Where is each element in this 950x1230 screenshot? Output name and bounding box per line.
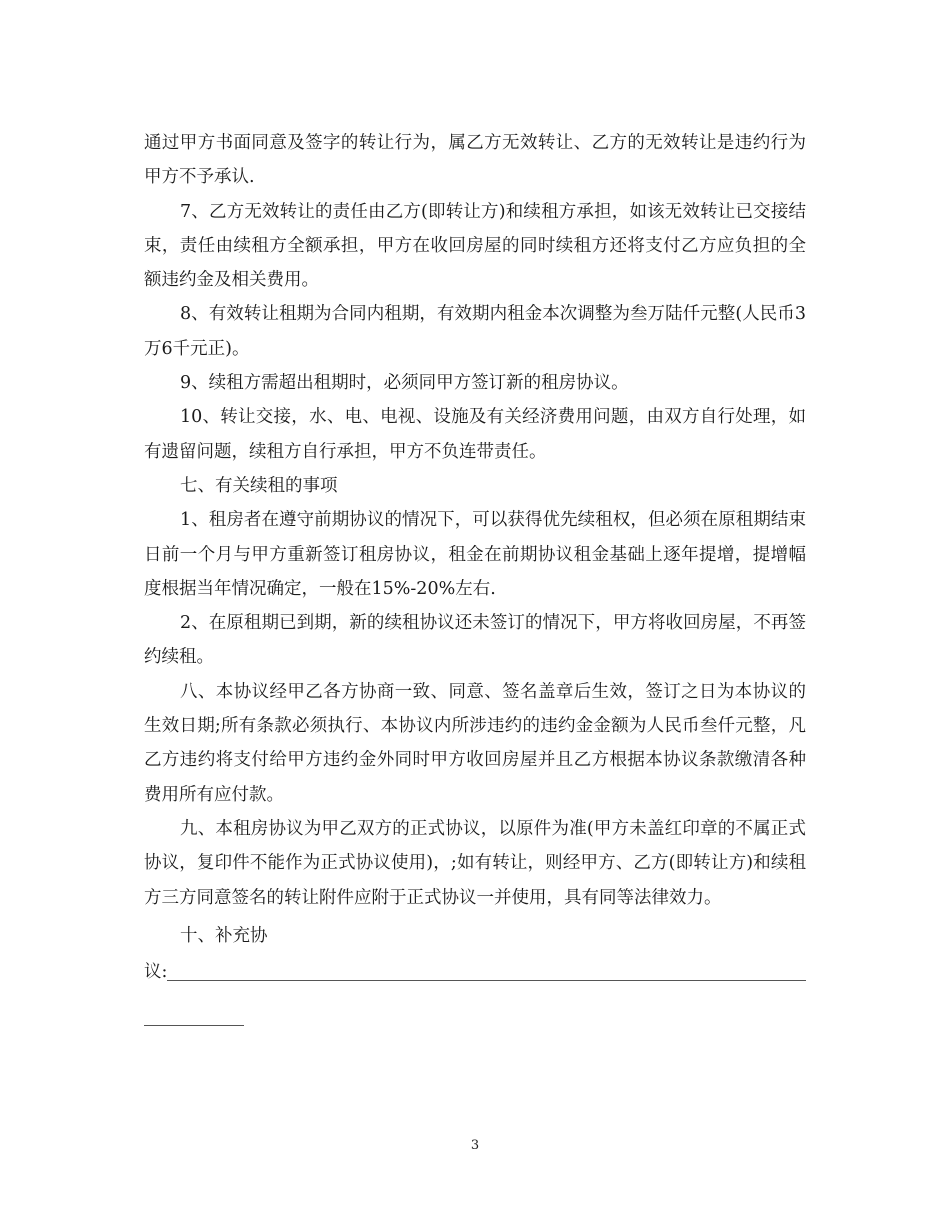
clause-10: 10、转让交接，水、电、电视、设施及有关经济费用问题，由双方自行处理，如有遗留问题，续租方自行承担，甲方不负连带责任。 xyxy=(144,407,806,462)
clause-7: 7、乙方无效转让的责任由乙方(即转让方)和续租方承担，如该无效转让已交接结束，责任由续租方全额承担，甲方在收回房屋的同时续租方还将支付乙方应负担的全额违约金及相关费用。 xyxy=(144,201,806,291)
section-7-clause-1: 1、租房者在遵守前期协议的情况下，可以获得优先续租权，但必须在原租期结束日前一个月与甲方重新签订租房协议，租金在前期协议租金基础上逐年提增，提增幅度根据当年情况确定，一般在15%-20%左右. xyxy=(144,510,806,599)
section-9: 九、本租房协议为甲乙双方的正式协议，以原件为准(甲方未盖红印章的不属正式协议，复印件不能作为正式协议使用)，;如有转让，则经甲方、乙方(即转让方)和续租方三方同意签名的转让附件应附于正式协议一并使用，具有同等法律效力。 xyxy=(144,818,806,908)
section-7-heading: 七、有关续租的事项 xyxy=(180,475,338,496)
clause-8: 8、有效转让租期为合同内租期，有效期内租金本次调整为叁万陆仟元整(人民币3万6千元正)。 xyxy=(144,304,806,359)
supplementary-agreement-line xyxy=(144,955,806,989)
blank-fill-rule-continued xyxy=(144,1025,244,1026)
paragraph-continuation: 通过甲方书面同意及签字的转让行为，属乙方无效转让、乙方的无效转让是违约行为甲方不予承认. xyxy=(144,133,806,188)
document-body xyxy=(144,126,806,1026)
blank-fill-rule xyxy=(167,980,806,981)
supplementary-label: 议: xyxy=(144,962,168,983)
section-8: 八、本协议经甲乙各方协商一致、同意、签名盖章后生效，签订之日为本协议的生效日期;所有条款必须执行、本协议内所涉违约的违约金金额为人民币叁仟元整，凡乙方违约将支付给甲方违约金外同时甲方收回房屋并且乙方根据本协议条款缴清各种费用所有应付款。 xyxy=(144,681,806,805)
page-number: 3 xyxy=(470,1138,480,1153)
section-7-clause-2: 2、在原租期已到期，新的续租协议还未签订的情况下，甲方将收回房屋，不再签约续租。 xyxy=(144,613,806,668)
clause-9: 9、续租方需超出租期时，必须同甲方签订新的租房协议。 xyxy=(180,373,629,394)
section-10-heading: 十、补充协 xyxy=(180,925,268,946)
